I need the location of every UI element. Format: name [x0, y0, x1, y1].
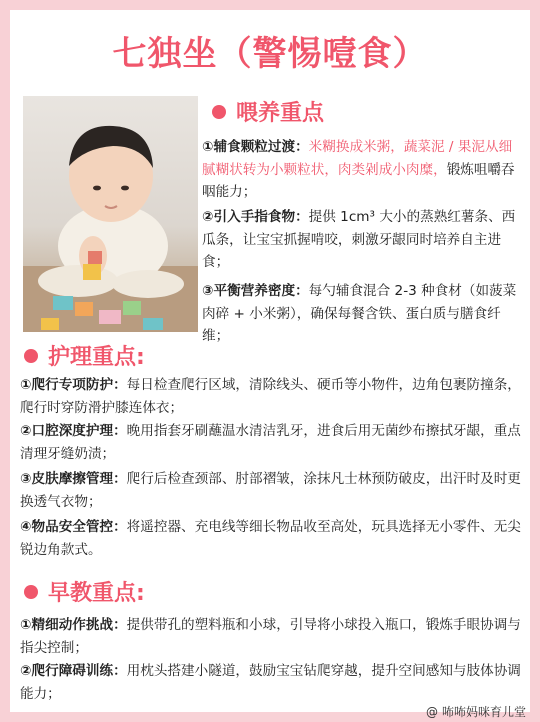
care-item-2-text: 晚用指套牙刷蘸温水清洁乳牙，进食后用无菌纱布擦拭牙龈，重点清理牙缝奶渍；: [20, 423, 521, 462]
care-item-4-text: 将遥控器、充电线等细长物品收至高处，玩具选择无小零件、无尖锐边角款式。: [20, 519, 521, 558]
page-title: 七独坐（警惕噎食）: [112, 34, 428, 74]
at-symbol: @: [425, 704, 438, 719]
feeding-item-3-label: ③平衡营养密度：: [202, 283, 309, 299]
care-item-3-label: ③皮肤摩擦管理：: [20, 471, 127, 487]
footer-text: 咘咘妈咪育儿堂: [441, 705, 526, 719]
care-item-4-label: ④物品安全管控：: [20, 519, 127, 535]
baby-photo: [23, 96, 198, 332]
care-heading-text: 护理重点:: [48, 345, 145, 370]
early-edu-heading-text: 早教重点:: [48, 581, 145, 606]
early-edu-item-1-label: ①精细动作挑战：: [20, 617, 127, 633]
care-item-2-label: ②口腔深度护理：: [20, 423, 127, 439]
feeding-heading-text: 喂养重点: [236, 101, 325, 126]
care-item-1: [20, 374, 524, 419]
feeding-heading: [212, 96, 324, 127]
feeding-item-3-text: 每勺辅食混合 2-3 种食材（如菠菜肉碎 + 小米粥），确保每餐含铁、蛋白质与膳食纤维；: [202, 283, 517, 344]
care-item-3: [20, 468, 524, 513]
bullet-dot-icon: [212, 105, 226, 119]
care-item-1-label: ①爬行专项防护：: [20, 377, 127, 393]
early-edu-item-1-text: 提供带孔的塑料瓶和小球，引导将小球投入瓶口，锻炼手眼协调与指尖控制；: [20, 617, 521, 656]
feeding-item-2-label: ②引入手指食物：: [202, 209, 309, 225]
footer-watermark: [426, 703, 526, 720]
feeding-item-1-highlight: 米糊换成米粥，蔬菜泥 / 果泥从细腻糊状转为小颗粒状，肉类剁成小肉糜，: [202, 139, 513, 178]
feeding-item-2-text: 提供 1cm³ 大小的蒸熟红薯条、西瓜条，让宝宝抓握啃咬，刺激牙龈同时培养自主进食；: [202, 209, 516, 270]
feeding-item-3: [202, 280, 522, 348]
early-edu-item-2-text: 用枕头搭建小隧道，鼓励宝宝钻爬穿越，提升空间感知与肢体协调能力；: [20, 663, 521, 702]
feeding-item-1: [202, 136, 522, 204]
early-edu-item-2-label: ②爬行障碍训练：: [20, 663, 127, 679]
care-item-2: [20, 420, 524, 465]
care-heading: [24, 340, 145, 371]
feeding-item-2: [202, 206, 522, 274]
baby-illustration: [23, 96, 198, 332]
bullet-dot-icon: [24, 585, 38, 599]
early-edu-item-2: [20, 660, 524, 705]
feeding-item-1-text: 锻炼咀嚼吞咽能力；: [202, 161, 515, 200]
early-edu-heading: [24, 576, 145, 607]
feeding-item-1-label: ①辅食颗粒过渡：: [202, 139, 309, 155]
bullet-dot-icon: [24, 349, 38, 363]
care-item-1-text: 每日检查爬行区域，清除线头、硬币等小物件，边角包裹防撞条，爬行时穿防滑护膝连体衣；: [20, 377, 521, 416]
care-item-4: [20, 516, 524, 561]
early-edu-item-1: [20, 614, 524, 659]
care-item-3-text: 爬行后检查颈部、肘部褶皱，涂抹凡士林预防破皮，出汗时及时更换透气衣物；: [20, 471, 521, 510]
